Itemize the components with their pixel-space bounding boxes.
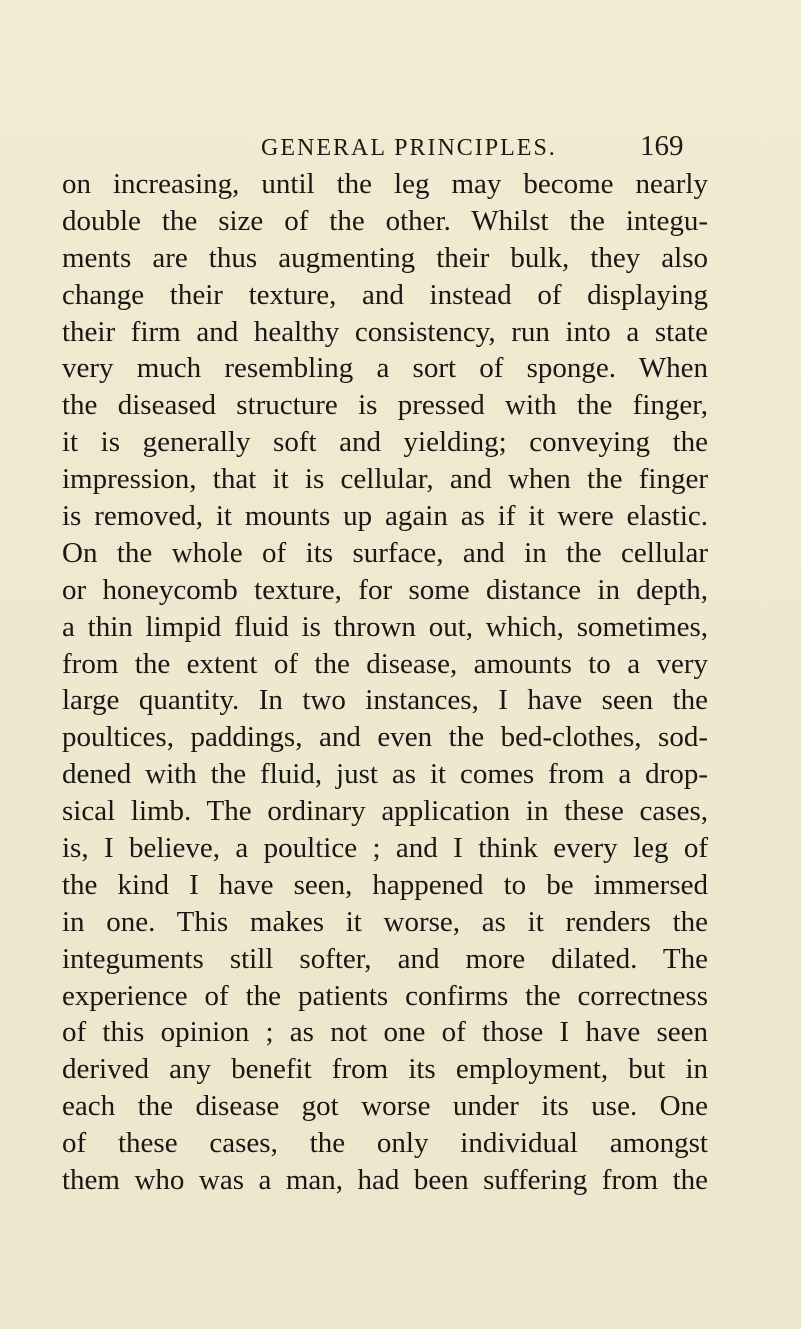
text-line: on increasing, until the leg may become nearly: [62, 168, 708, 200]
text-line: them who was a man, had been suffering from the: [62, 1164, 708, 1197]
text-line: poultices, paddings, and even the bed-clothes, sod-: [62, 721, 708, 754]
body-text: [62, 166, 708, 1199]
text-line: is, I believe, a poultice ; and I think every leg of: [62, 832, 708, 865]
text-line: from the extent of the disease, amounts to a very: [62, 647, 708, 680]
text-line: impression, that it is cellular, and when the finger: [62, 463, 708, 496]
text-line: their firm and healthy consistency, run into a state: [62, 315, 708, 348]
text-line: dened with the fluid, just as it comes from a drop-: [62, 758, 708, 791]
text-line: double the size of the other. Whilst the integu-: [62, 204, 708, 237]
text-line: large quantity. In two instances, I have seen the: [62, 684, 708, 717]
text-line: ments are thus augmenting their bulk, they also: [62, 241, 708, 274]
text-line: or honeycomb texture, for some distance in depth,: [62, 573, 708, 606]
text-line: each the disease got worse under its use. One: [62, 1090, 708, 1123]
text-line: change their texture, and instead of displaying: [62, 278, 708, 311]
text-line: a thin limpid fluid is thrown out, which, sometimes,: [62, 610, 708, 643]
text-line: of these cases, the only individual amongst: [62, 1127, 708, 1160]
text-line: experience of the patients confirms the correctness: [62, 979, 708, 1012]
text-line: derived any benefit from its employment, but in: [62, 1053, 708, 1086]
running-title: GENERAL PRINCIPLES.: [261, 135, 557, 161]
text-line: in one. This makes it worse, as it renders the: [62, 905, 708, 938]
page-number: 169: [640, 130, 684, 162]
text-line: integuments still softer, and more dilated. The: [62, 942, 708, 975]
text-line: On the whole of its surface, and in the cellular: [62, 536, 708, 569]
text-line: sical limb. The ordinary application in these cases,: [62, 795, 708, 828]
text-line: of this opinion ; as not one of those I have seen: [62, 1016, 708, 1049]
text-line: is removed, it mounts up again as if it were elastic.: [62, 500, 708, 533]
text-line: the kind I have seen, happened to be immersed: [62, 868, 708, 901]
text-line: very much resembling a sort of sponge. When: [62, 352, 708, 385]
text-line: it is generally soft and yielding; conveying the: [62, 426, 708, 459]
text-line: the diseased structure is pressed with the finger,: [62, 389, 708, 422]
